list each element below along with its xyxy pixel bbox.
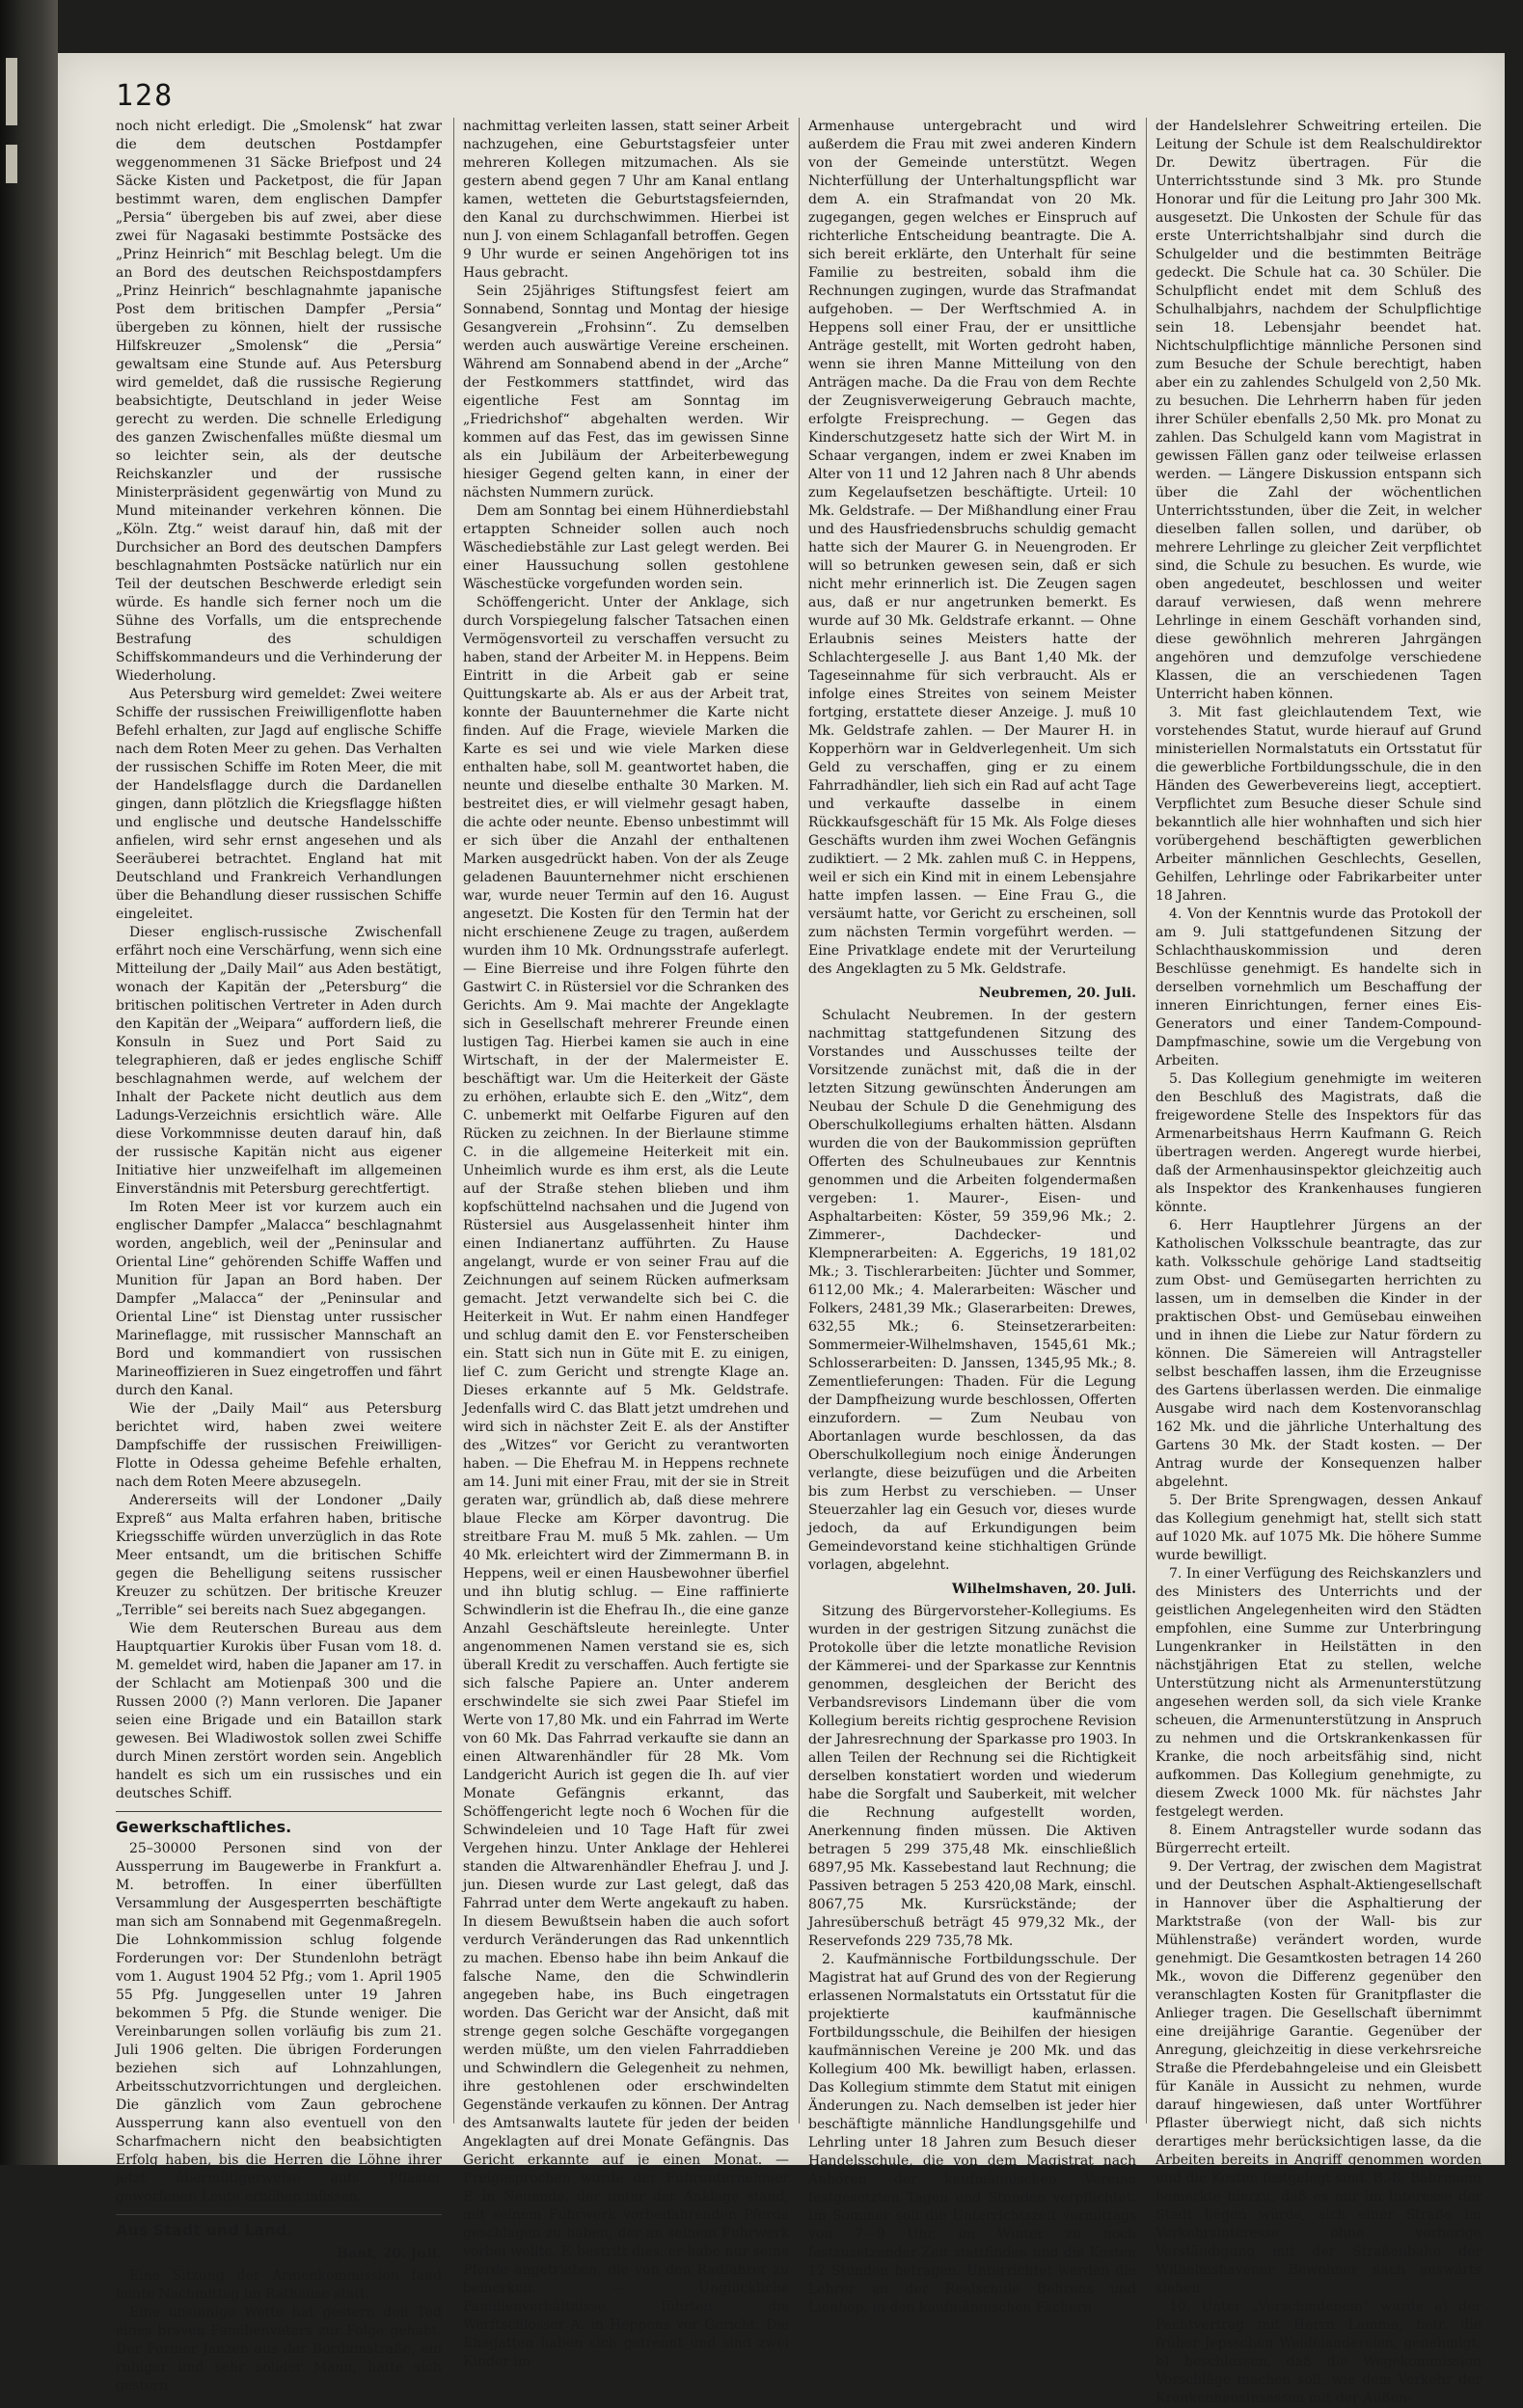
article-paragraph: 6. Herr Hauptlehrer Jürgens an der Katholischen Volksschule beantragte, das zur kath. Volksschule gehörige Land stadtseitig zum Obst- und Gemüsegarten herrichten zu lassen, um in demselben die Kinder in der praktischen Obst- und Gemüsebau einweihen und in ihnen die Liebe zur Natur fördern zu können. Die Sämereien will Antragsteller selbst beschaffen lassen, ihm die Erzeugnisse des Gartens überlassen werden. Die einmalige Ausgabe wird nach dem Kostenvoranschlag 162 Mk. und die jährliche Unterhaltung des Gartens 30 Mk. der Stadt kosten. — Der Antrag wurde der Konsequenzen halber abgelehnt. (1156, 1218, 1482, 1490)
article-paragraph: Wie der „Daily Mail“ aus Petersburg berichtet wird, haben zwei weitere Dampfschiffe der russischen Freiwilligen-Flotte in Odessa geheime Befehle erhalten, nach dem Roten Meere abzusegeln. (116, 1401, 442, 1490)
article-paragraph: 9. Der Vertrag, der zwischen dem Magistrat und der Deutschen Asphalt-Aktiengesellschaft in Hannover über die Asphaltierung der Marktstraße (von der Wall- bis zur Mühlenstraße) verändert worden, wurde genehmigt. Die Gesamtkosten betragen 14 260 Mk., wovon die Differenz gegenüber den veranschlagten Kosten für Granitpflaster die Anlieger tragen. Die Gesellschaft übernimmt eine dreijährige Garantie. Gegenüber der Anregung, gleichzeitig in diese verkehrsreiche Straße die Pferdebahngeleise und ein Gleisbett für Kanäle in Aussicht zu nehmen, wurde darauf hingewiesen, daß unter Wortführer Pflaster überwiegt nicht, daß sich nichts derartiges mehr berücksichtigen lasse, da die Arbeiten bereits in Angriff genommen worden und die Kosten festgelegt sind. B.-B. Bährmann bemerkte hierzu, daß es nur im Interesse der Stadt liegen würde, sich einer Straße im Verkehrsinteresse ohne vorherige Verständigung mit der Straßenbahn der Wilhelmshavener Bewohner nach auswärts ziehen. (1156, 1859, 1482, 2296)
article-paragraph: 25–30000 Personen sind von der Aussperrung im Baugewerbe in Frankfurt a. M. betroffen. In einer überfüllten Versammlung der Ausgesperrten beschäftigte man sich am Sonnabend mit Gegenmaßregeln. Die Lohnkommission schlug folgende Forderungen vor: Der Stundenlohn beträgt vom 1. August 1904 52 Pfg.; vom 1. April 1905 55 Pfg. Junggesellen unter 19 Jahren bekommen 5 Pfg. die Stunde weniger. Die Vereinbarungen sollen vorläufig bis zum 21. Juli 1906 gelten. Die übrigen Forderungen beziehen sich auf Lohnzahlungen, Arbeitsschutzvorrichtungen und dergleichen. Die gänzlich vom Zaun gebrochene Aussperrung kann also eventuell von den Scharfmachern nicht den beabsichtigten Erfolg haben, bis die Herren die Löhne ihrer jetzt übermütigerweise aufs Pflaster geworfenen Leute erhöhen müssen. (116, 1841, 442, 2205)
article-paragraph: 3. Mit fast gleichlautendem Text, wie vorstehendes Statut, wurde hierauf auf Grund ministeriellen Normalstatuts ein Ortsstatut für die gewerbliche Fortbildungsschule, die in den Händen des Gewerbevereins liegt, acceptiert. Verpflichtet zum Besuche dieser Schule sind bekanntlich alle hier wohnhaften und sich hier vorübergehend beschäftigten gewerblichen Arbeiter männlichen Geschlechts, Gesellen, Gehilfen, Lehrlinge oder Fabrikarbeiter unter 18 Jahren. (1156, 705, 1482, 904)
article-paragraph: Im Roten Meer ist vor kurzem auch ein englischer Dampfer „Malacca“ beschlagnahmt worden, angeblich, weil der „Peninsular and Oriental Line“ gehörenden Schiffe Waffen und Munition für Japan an Bord haben. Der Dampfer „Malacca“ der „Peninsular and Oriental Line“ ist Dienstag unter russischer Marineflagge, mit russischer Mannschaft an Bord und kommandiert von russischen Marineoffizieren in Suez eingetroffen und fährt durch den Kanal. (116, 1200, 442, 1398)
article-paragraph: 5. Der Brite Sprengwagen, dessen Ankauf das Kollegium genehmigt hat, stellt sich statt auf 1020 Mk. auf 1075 Mk. Die höhere Summe wurde bewilligt. (1156, 1493, 1482, 1563)
article-paragraph: 8. Einem Antragsteller wurde sodann das Bürgerrecht erteilt. (1156, 1823, 1482, 1856)
article-paragraph: noch nicht erledigt. Die „Smolensk“ hat zwar die dem deutschen Postdampfer weggenommenen 31 Säcke Briefpost und 24 Säcke Kisten und Packetpost, die für Japan bestimmt waren, dem englischen Dampfer „Persia“ übergeben bis auf zwei, aber diese zwei für Nagasaki bestimmte Postsäcke des „Prinz Heinrich“ mit Beschlag belegt. Um die an Bord des deutschen Reichspostdampfers „Prinz Heinrich“ beschlagnahmte japanische Post dem britischen Dampfer „Persia“ übergeben zu können, hielt der russische Hilfskreuzer „Smolensk“ die „Persia“ gewaltsam eine Stunde auf. Aus Petersburg wird gemeldet, daß die russische Regierung beabsichtigte, Deutschland in jeder Weise gerecht zu werden. Die schnelle Erledigung des ganzen Zwischenfalles müßte diesmal um so leichter sein, als der deutsche Reichskanzler und der russische Ministerpräsident gegenwärtig von Mund zu Mund miteinander verkehren können. Die „Köln. Ztg.“ weist darauf hin, daß mit der Durchsicher an Bord des deutschen Dampfers beschlagnahmten Postsäcke natürlich nur ein Teil der deutschen Beschwerde erledigt sein würde. Es handle sich ferner noch um die Sühne des Vorfalls, um die entsprechende Bestrafung des schuldigen Schiffskommandeurs und die Verhinderung der Wiederholung. (116, 119, 442, 684)
page-number: 128 (116, 79, 175, 113)
article-paragraph: Wie dem Reuterschen Bureau aus dem Hauptquartier Kurokis über Fusan vom 18. d. M. gemeldet wird, haben die Japaner am 17. in der Schlacht am Motienpaß 300 und die Russen 2000 (?) Mann verloren. Die Japaner seien eine Brigade und ein Bataillon stark gewesen. Bei Wladiwostok sollen zwei Schiffe durch Minen zerstört worden sein. Angeblich handelt es sich um ein russisches und ein deutsches Schiff. (116, 1621, 442, 1801)
column-1 (116, 118, 442, 2394)
article-paragraph: 7. In einer Verfügung des Reichskanzlers und des Ministers des Unterrichts und der geistlichen Angelegenheiten wird den Städten empfohlen, eine Summe zur Unterbringung Lungenkranker in Heilstätten in den nächstjährigen Etat zu stellen, welche Unterstützung nicht als Armenunterstützung angesehen werden soll, da sich viele Kranke scheuen, die Armenunterstützung in Anspruch zu nehmen und die Ortskrankenkassen für Kranke, die noch arbeitsfähig sind, nicht aufkommen. Das Kollegium genehmigte, zu diesem Zweck 1000 Mk. für nächstes Jahr festgelegt werden. (1156, 1566, 1482, 1820)
article-paragraph: 10. Unter „Verschiedenem“ wurde a) der Pachtvertrag mit Herrn Lamme, betr. die früher Jepsschen Weidelandereien, genehmigt; b) beschlossen, daß die Wegekommission Vorschläge machen soll, wie dem Verkehr der Krankenhausinsassen mit der Außen- (1156, 2299, 1482, 2406)
section-heading: Gewerkschaftliches. (116, 1818, 292, 1836)
article-paragraph: Aus Petersburg wird gemeldet: Zwei weitere Schiffe der russischen Freiwilligenflotte haben Befehl erhalten, zur Jagd auf englische Schiffe nach dem Roten Meer zu gehen. Das Verhalten der russischen Schiffe im Roten Meer, die mit der Handelsflagge durch die Dardanellen gingen, dann plötzlich die Kriegsflagge hißten und englische und deutsche Handelsschiffe anfielen, wird sehr ernst angesehen und als Seeräuberei betrachtet. England hat mit Deutschland und Frankreich Verhandlungen über die Behandlung dieser russischen Schiffe eingeleitet. (116, 687, 442, 922)
column-rule (799, 118, 800, 2124)
section-divider (116, 1811, 442, 1812)
dateline: Wilhelmshaven, 20. Juli. (952, 1582, 1136, 1597)
article-paragraph: Andererseits will der Londoner „Daily Expreß“ aus Malta erfahren haben, britische Kriegsschiffe würden unverzüglich in das Rote Meer entsandt, um die britischen Schiffe gegen die Behelligung seitens russischer Kreuzer zu schützen. Der britische Kreuzer „Terrible“ sei bereits nach Suez abgegangen. (116, 1493, 442, 1618)
article-paragraph: Eine Sitzung der Armenkommission fand heute Nachmittag im Rathause statt. (116, 2268, 442, 2302)
article-paragraph: der Handelslehrer Schweitring erteilen. Die Leitung der Schule ist dem Realschuldirektor Dr. Dewitz übertragen. Für die Unterrichtsstunde sind 3 Mk. pro Stunde Honorar und für die Leitung pro Jahr 300 Mk. ausgesetzt. Die Unkosten der Schule für das erste Unterrichtshalbjahr sind durch die Schulgelder und die bestimmten Beiträge gedeckt. Die Schule hat ca. 30 Schüler. Die Schulpflicht endet mit dem Schluß des Schulhalbjahrs, nachdem der Schulpflichtige sein 18. Lebensjahr beendet hat. Nichtschulpflichtige männliche Personen sind zum Besuche der Schule berechtigt, haben aber ein zu zahlendes Schulgeld von 2,50 Mk. zu besuchen. Die Lehrherrn haben für jeden ihrer Schüler ebenfalls 2,50 Mk. pro Monat zu zahlen. Das Schulgeld kann vom Magistrat in gewissen Fällen ganz oder teilweise erlassen werden. — Längere Diskussion entspann sich über die Zahl der wöchentlichen Unterrichtsstunden, über die Zeit, in welcher dieselben fallen sollen, und darüber, ob mehrere Lehrlinge zu gleicher Zeit verpflichtet sind, die Schule zu besuchen. Es wurde, wie oben angedeutet, beschlossen und weiter darauf verwiesen, daß wenn mehrere Lehrlinge in einem Geschäft vorhanden sind, diese gewöhnlich mehreren Jahrgängen angehören und demzufolge verschiedene Klassen, die an verschiedenen Tagen Unterricht haben können. (1156, 119, 1482, 702)
article-paragraph: Eine unsinnige Wette hat gestern den Tod eines braven Familienvaters zur Folge gehabt. Der Former Janzen aus der Bordumstraße, ein ruhiger und sehr solider Mann, hatte sich gestern (116, 2305, 442, 2394)
dateline: Neubremen, 20. Juli. (978, 986, 1136, 1001)
section-divider (116, 2214, 442, 2215)
dateline: Bant, 20. Juli. (337, 2246, 442, 2261)
column-rule (1146, 118, 1147, 2124)
binding-tab (6, 145, 17, 183)
article-paragraph: Dieser englisch-russische Zwischenfall erfährt noch eine Verschärfung, wenn sich eine Mitteilung der „Daily Mail“ aus Aden bestätigt, wonach der Kapitän der „Petersburg“ die britischen politischen Vertreter in Aden durch den Kapitän der „Weipara“ auffordern ließ, die Konsuln in Suez und Port Said zu telegraphieren, daß er jedes englische Schiff beschlagnahmen werde, auf welchem der Inhalt der Packete nicht deutlich aus dem Ladungs-Verzeichnis ersichtlich wäre. Alle diese Vorkommnisse deuten darauf hin, daß der russische Kapitän nicht aus eigener Initiative hier unzweifelhaft im allgemeinen Einverständnis mit Petersburg gerechtfertigt. (116, 925, 442, 1197)
binding-edge (0, 0, 58, 2165)
article-paragraph: Sitzung des Bürgervorsteher-Kollegiums. Es wurden in der gestrigen Sitzung zunächst die Protokolle über die letzte monatliche Revision der Kämmerei- und der Sparkasse zur Kenntnis genommen, desgleichen der Bericht des Verbandsrevisors Lindemann über die vom Kollegium bereits richtig gesprochene Revision der Jahresrechnung der Sparkasse pro 1903. In allen Teilen der Rechnung sei die Richtigkeit derselben konstatiert worden und wiederum habe die Sorgfalt und Sauberkeit, mit welcher die Rechnung aufgestellt worden, Anerkennung finden müssen. Die Aktiven betragen 5 299 375,48 Mk. einschließlich 6897,95 Mk. Kassebestand laut Rechnung; die Passiven betragen 5 253 420,08 Mark, einschl. 8067,75 Mk. Kursrückstände; der Jahresüberschuß beträgt 45 979,32 Mk., der Reservefonds 229 735,78 Mk. (808, 1604, 1136, 1949)
article-paragraph: nachmittag verleiten lassen, statt seiner Arbeit nachzugehen, eine Geburtstagsfeier unter mehreren Kollegen mitzumachen. Als sie gestern abend gegen 7 Uhr am Kanal entlang kamen, wetteten die Geburtstagsfeiernden, den Kanal zu durchschwimmen. Hierbei ist nun J. von einem Schlaganfall betroffen. Gegen 9 Uhr wurde er seinen Angehörigen tot ins Haus gebracht. (463, 119, 789, 281)
binding-tab (6, 58, 17, 125)
article-paragraph: 2. Kaufmännische Fortbildungsschule. Der Magistrat hat auf Grund des von der Regierung erlassenen Normalstatuts ein Ortsstatut für die projektierte kaufmännische Fortbildungsschule, die Beihilfen der hiesigen kaufmännischen Vereine je 200 Mk. und das Kollegium 400 Mk. bewilligt haben, erlassen. Das Kollegium stimmte dem Statut mit einigen Änderungen zu. Nach demselben ist jeder hier beschäftigte männliche Handlungsgehilfe und Lehrling unter 18 Jahren zum Besuch dieser Handelsschule, die von dem Magistrat nach Anhören der kaufmännischen Vereine festgesetzten Tagen und Stunden verpflichtet. Im Sommer soll die Unterrichtszeit vormittags von 7—9 Uhr, im Winter zu noch festzusetzender Zeit stattfinden und die Kosten 12 Stunden betragen. Unterrichtet werden die Lehrer an der Realschule Behrens und Lienhop, in den kaufmännischen Fächern (808, 1952, 1136, 2315)
column-rule (453, 118, 454, 2124)
article-paragraph: Armenhause untergebracht und wird außerdem die Frau mit zwei anderen Kindern von der Gemeinde unterstützt. Wegen Nichterfüllung der Unterhaltungspflicht war dem A. ein Strafmandat von 20 Mk. zugegangen, gegen welches er Einspruch auf richterliche Entscheidung beantragte. Die A. sich bereit erklärte, den Unterhalt für seine Familie zu bestreiten, sobald ihm die Rechnungen zugingen, wurde das Strafmandat aufgehoben. — Der Werftschmied A. in Heppens soll einer Frau, der er unsittliche Anträge gestellt, mit Worten gedroht haben, wenn sie ihren Manne Mitteilung von den Anträgen mache. Da die Frau von dem Rechte der Zeugnisverweigerung Gebrauch machte, erfolgte Freisprechung. — Gegen das Kinderschutzgesetz hatte sich der Wirt M. in Schaar vergangen, indem er zwei Knaben im Alter von 11 und 12 Jahren nach 8 Uhr abends zum Kegelaufsetzen beschäftigte. Urteil: 10 Mk. Geldstrafe. — Der Mißhandlung einer Frau und des Hausfriedensbruchs schuldig gemacht hatte sich der Maurer G. in Neuengroden. Er will so betrunken gewesen sein, daß er sich nicht mehr erinnerlich ist. Die Zeugen sagen aus, daß er nur angetrunken bemerkt. Es wurde auf 30 Mk. Geldstrafe erkannt. — Ohne Erlaubnis seines Meisters hatte der Schlachtergeselle J. aus Bant 1,40 Mk. der Tageseinnahme für sich verbraucht. Als er infolge eines Streites von seinem Meister fortging, erstattete dieser Anzeige. J. muß 10 Mk. Geldstrafe zahlen. — Der Maurer H. in Kopperhörn war in Geldverlegenheit. Um sich Geld zu verschaffen, ging er zu einem Fahrradhändler, lieh sich ein Rad auf acht Tage und verkaufte dasselbe in einem Rückkaufsgeschäft für 15 Mk. Als Folge dieses Geschäfts wurden ihm zwei Wochen Gefängnis zudiktiert. — 2 Mk. zahlen muß C. in Heppens, weil er sich ein Kind mit in einem Lebensjahre hatte impfen lassen. — Eine Frau G., die versäumt hatte, vor Gericht zu erscheinen, soll zum nächsten Termin vorgeführt werden. — Eine Privatklage endete mit der Verurteilung des Angeklagten zu 5 Mk. Geldstrafe. (808, 119, 1136, 977)
article-paragraph: Sein 25jähriges Stiftungsfest feiert am Sonnabend, Sonntag und Montag der hiesige Gesangverein „Frohsinn“. Zu demselben werden auch auswärtige Vereine erscheinen. Während am Sonnabend abend in der „Arche“ der Festkommers stattfindet, wird das eigentliche Fest am Sonntag im „Friedrichshof“ abgehalten werden. Wir kommen auf das Fest, das im gewissen Sinne als ein Jubiläum der Arbeiterbewegung hiesiger Gegend gelten kann, in einer der nächsten Nummern zurück. (463, 284, 789, 501)
column-3 (808, 118, 1136, 2315)
column-4 (1156, 118, 1482, 2406)
section-heading: Aus Stadt und Land. (116, 2221, 293, 2239)
article-paragraph: Dem am Sonntag bei einem Hühnerdiebstahl ertappten Schneider sollen auch noch Wäschediebstähle zur Last gelegt werden. Bei einer Haussuchung sollen gestohlene Wäschestücke vorgefunden worden sein. (463, 503, 789, 592)
article-paragraph: 5. Das Kollegium genehmigte im weiteren den Beschluß des Magistrats, daß die freigewordene Stelle des Inspektors für das Armenarbeitshaus Herrn Kaufmann G. Reich übertragen werden. Angeregt wurde hierbei, daß der Armenhausinspektor gleichzeitig auch als Inspektor des Krankenhauses fungieren könnte. (1156, 1071, 1482, 1215)
article-paragraph: Schöffengericht. Unter der Anklage, sich durch Vorspiegelung falscher Tatsachen einen Vermögensvorteil zu verschaffen versucht zu haben, stand der Arbeiter M. in Heppens. Beim Eintritt in die Arbeit gab er seine Quittungskarte ab. Als er aus der Arbeit trat, konnte der Bauunternehmer die Karte nicht finden. Auf die Frage, wieviele Marken die Karte es sei und wie viele Marken diese enthalten habe, soll M. geantwortet haben, die neunte und dieselbe enthalte 30 Marken. M. bestreitet dies, er will vielmehr gesagt haben, die achte oder neunte. Ebenso unbestimmt will er sich über die Anzahl der enthaltenen Marken ausgedrückt haben. Von der als Zeuge geladenen Bauunternehmer nicht erschienen war, wurde neuer Termin auf den 16. August angesetzt. Die Kosten für den Termin hat der nicht erschienene Zeuge zu tragen, außerdem wurden ihm 10 Mk. Ordnungsstrafe auferlegt. — Eine Bierreise und ihre Folgen führte den Gastwirt C. in Rüstersiel vor die Schranken des Gerichts. Am 9. Mai machte der Angeklagte sich in Gesellschaft mehrerer Freunde einen lustigen Tag. Hierbei kamen sie auch in eine Wirtschaft, in der der Malermeister E. beschäftigt war. Um die Heiterkeit der Gäste zu erhöhen, erlaubte sich E. den „Witz“, dem C. unbemerkt mit Oelfarbe Figuren auf den Rücken zu zeichnen. In der Bierlaune stimme C. in die allgemeine Heiterkeit mit ein. Unheimlich wurde es ihm erst, als die Leute auf der Straße stehen blieben und ihm kopfschüttelnd nachsahen und die Jugend von Rüstersiel aus Ausgelassenheit hinter ihm einen Indianertanz aufführten. Zu Hause angelangt, wurde er von seiner Frau auf die Zeichnungen auf seinem Rücken aufmerksam gemacht. Jetzt verwandelte sich bei C. die Heiterkeit in Wut. Er nahm einen Handfeger und schlug damit den E. vor Fensterscheiben ein. Statt sich nun in Güte mit E. zu einigen, lief C. zum Gericht und strengte Klage an. Dieses erkannte auf 5 Mk. Geldstrafe. Jedenfalls wird C. das Blatt jetzt umdrehen und wird sich in nächster Zeit E. als der Anstifter des „Witzes“ vor Gericht zu verantworten haben. — Die Ehefrau M. in Heppens rechnete am 14. Juni mit einer Frau, mit der sie in Streit geraten war, gründlich ab, daß diese mehrere blaue Flecke am Körper davontrug. Die streitbare Frau M. muß 5 Mk. zahlen. — Um 40 Mk. erleichtert wird der Zimmermann B. in Heppens, weil er einen Hausbewohner überfiel und ihn blutig schlug. — Eine raffinierte Schwindlerin ist die Ehefrau Ih., die eine ganze Anzahl Geschäftsleute hereinlegte. Unter angenommenen Namen verstand sie es, sich überall Kredit zu verschaffen. Auch fertigte sie sich falsche Papiere an. Unter anderem erschwindelte sie sich zwei Paar Stiefel im Werte von 17,80 Mk. und ein Fahrrad im Werte von 60 Mk. Das Fahrrad verkaufte sie dann an einen Altwarenhändler für 28 Mk. Vom Landgericht Aurich ist gegen die Ih. auf vier Monate Gefängnis erkannt, das Schöffengericht legte noch 6 Wochen für die Schwindeleien und 10 Tage Haft für zwei Vergehen hinzu. Unter Anklage der Hehlerei standen die Altwarenhändler Ehefrau J. und J. jun. Diesen wurde zur Last gelegt, daß das Fahrrad unter dem Werte angekauft zu haben. In diesem Bewußtsein haben die auch sofort verdurch Veränderungen das Rad unkenntlich zu machen. Ebenso habe ihn beim Ankauf die falsche Name, den die Schwindlerin angegeben habe, ins Buch eingetragen worden. Das Gericht war der Ansicht, daß mit strenge gegen solche Geschäfte vorgegangen werden müßte, um den vielen Fahrraddieben und Schwindlern die Gelegenheit zu nehmen, ihre gestohlenen oder erschwindelten Gegenstände verkaufen zu können. Der Antrag des Amtsanwalts lautete für jeden der beiden Angeklagten auf drei Monate Gefängnis. Das Gericht erkannte auf je einen Monat. — Freigesprochen wurde der Fuhrunternehmer F. in Neuende, der unter der Anklage stand, mit seinem Fuhrwerk vorbeifahrenden Pferde geschlagen zu haben, der an seinem Fuhrwerk vorbei wollte. F. bestritt dies, er habe nur seine Pferde angetrieben, die von den Radfahrer zu bemerken. — Unglückliche Familienverhältnisse führten die Werftschlosser A. in Heppens vor Gericht. Die Ehegatten haben sich getrennt und sind zwei Kinder im (463, 595, 789, 2369)
column-2 (463, 118, 789, 2369)
article-paragraph: 4. Von der Kenntnis wurde das Protokoll der am 9. Juli stattgefundenen Sitzung der Schlachthauskommission und deren Beschlüsse genehmigt. Es handelte sich in derselben vornehmlich um Beschaffung der inneren Einrichtungen, ferner eines Eis-Generators und einer Tandem-Compound-Dampfmaschine, sowie um die Vergebung von Arbeiten. (1156, 906, 1482, 1069)
article-paragraph: Schulacht Neubremen. In der gestern nachmittag stattgefundenen Sitzung des Vorstandes und Ausschusses teilte der Vorsitzende zunächst mit, daß die in der letzten Sitzung gewünschten Änderungen am Neubau der Schule D die Genehmigung des Oberschulkollegiums erhalten hätten. Alsdann wurden die von der Baukommission geprüften Offerten des Schulneubaues zur Kenntnis genommen und die Arbeiten folgendermaßen vergeben: 1. Maurer-, Eisen- und Asphaltarbeiten: Köster, 59 359,96 Mk.; 2. Zimmerer-, Dachdecker- und Klempnerarbeiten: A. Eggerichs, 19 181,02 Mk.; 3. Tischlerarbeiten: Jüchter und Sommer, 6112,00 Mk.; 4. Malerarbeiten: Wäscher und Folkers, 2481,39 Mk.; Glaserarbeiten: Drewes, 632,55 Mk.; 6. Steinsetzerarbeiten: Sommermeier-Wilhelmshaven, 1545,61 Mk.; Schlosserarbeiten: D. Janssen, 1345,95 Mk.; 8. Zementlieferungen: Thaden. Für die Legung der Dampfheizung wurde beschlossen, Offerten einzufordern. — Zum Neubau von Abortanlagen wurde beschlossen, da das Oberschulkollegium noch einige Änderungen verlangte, diese beizufügen und die Arbeiten bis zum Herbst zu verschieben. — Unser Steuerzahler lag ein Gesuch vor, dieses wurde jedoch, da auf Erkundigungen beim Gemeindevorstand keine stichhaltigen Gründe vorlagen, abgelehnt. (808, 1008, 1136, 1573)
